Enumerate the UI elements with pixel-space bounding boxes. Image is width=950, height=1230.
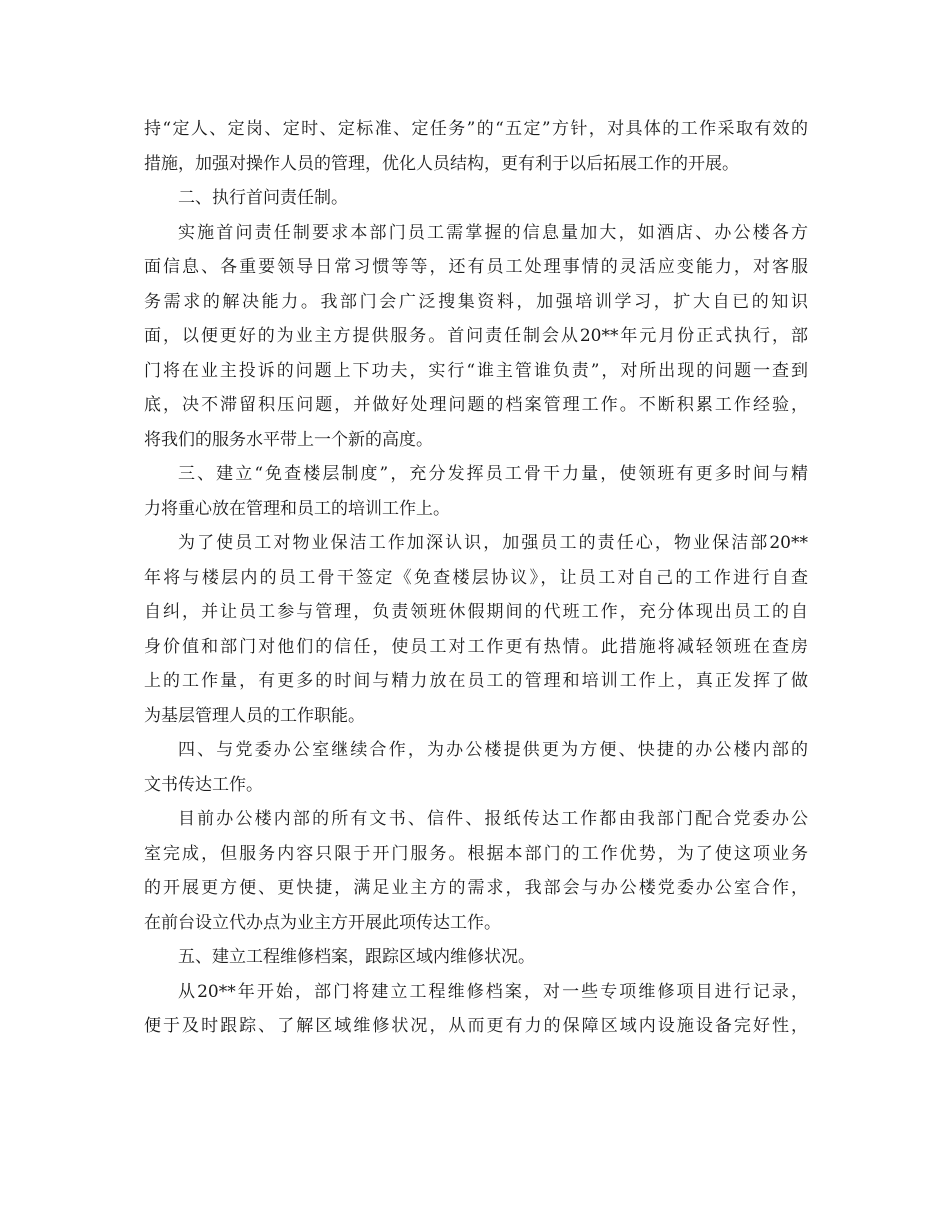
- text-line: 二、执行首问责任制。: [178, 188, 348, 208]
- text-line: 面信息、各重要领导日常习惯等等，还有员工处理事情的灵活应变能力，对客服: [144, 257, 808, 277]
- text-line: 为基层管理人员的工作职能。: [144, 705, 365, 726]
- text-line: 底，决不滞留积压问题，并做好处理问题的档案管理工作。不断积累工作经验，: [144, 395, 808, 415]
- text-line: 文书传达工作。: [144, 774, 263, 795]
- text-line: 的开展更方便、更快捷，满足业主方的需求，我部会与办公楼党委办公室合作，: [144, 878, 808, 898]
- text-line: 为了使员工对物业保洁工作加深认识，加强员工的责任心，物业保洁部20**: [178, 533, 808, 553]
- text-line: 门将在业主投诉的问题上下功夫，实行“谁主管谁负责”，对所出现的问题一查到: [144, 360, 808, 381]
- text-line: 措施，加强对操作人员的管理，优化人员结构，更有利于以后拓展工作的开展。: [144, 153, 739, 174]
- text-line: 四、与党委办公室继续合作，为办公楼提供更为方便、快捷的办公楼内部的: [178, 740, 808, 760]
- text-line: 实施首问责任制要求本部门员工需掌握的信息量加大，如酒店、办公楼各方: [178, 222, 808, 243]
- text-line: 力将重心放在管理和员工的培训工作上。: [144, 498, 450, 519]
- document-body: [144, 112, 808, 1044]
- text-line: 将我们的服务水平带上一个新的高度。: [144, 429, 433, 450]
- text-line: 上的工作量，有更多的时间与精力放在员工的管理和培训工作上，真正发挥了做: [144, 671, 808, 691]
- text-line: 便于及时跟踪、了解区域维修状况，从而更有力的保障区域内设施设备完好性，: [144, 1016, 808, 1036]
- text-line: 五、建立工程维修档案，跟踪区域内维修状况。: [178, 947, 535, 967]
- text-line: 面，以便更好的为业主方提供服务。首问责任制会从20**年元月份正式执行，部: [144, 326, 808, 346]
- text-line: 年将与楼层内的员工骨干签定《免查楼层协议》，让员工对自己的工作进行自查: [144, 567, 808, 588]
- text-line: 在前台设立代办点为业主方开展此项传达工作。: [144, 912, 501, 933]
- text-line: 持“定人、定岗、定时、定标准、定任务”的“五定”方针，对具体的工作采取有效的: [144, 119, 808, 139]
- text-line: 从20**年开始，部门将建立工程维修档案，对一些专项维修项目进行记录，: [178, 981, 808, 1002]
- text-line: 目前办公楼内部的所有文书、信件、报纸传达工作都由我部门配合党委办公: [178, 809, 808, 829]
- text-line: 室完成，但服务内容只限于开门服务。根据本部门的工作优势，为了使这项业务: [144, 843, 808, 864]
- text-line: 自纠，并让员工参与管理，负责领班休假期间的代班工作，充分体现出员工的自: [144, 602, 808, 622]
- text-line: 务需求的解决能力。我部门会广泛搜集资料，加强培训学习，扩大自已的知识: [144, 291, 808, 312]
- text-line: 三、建立“免查楼层制度”，充分发挥员工骨干力量，使领班有更多时间与精: [178, 464, 808, 484]
- text-line: 身价值和部门对他们的信任，使员工对工作更有热情。此措施将减轻领班在查房: [144, 636, 808, 657]
